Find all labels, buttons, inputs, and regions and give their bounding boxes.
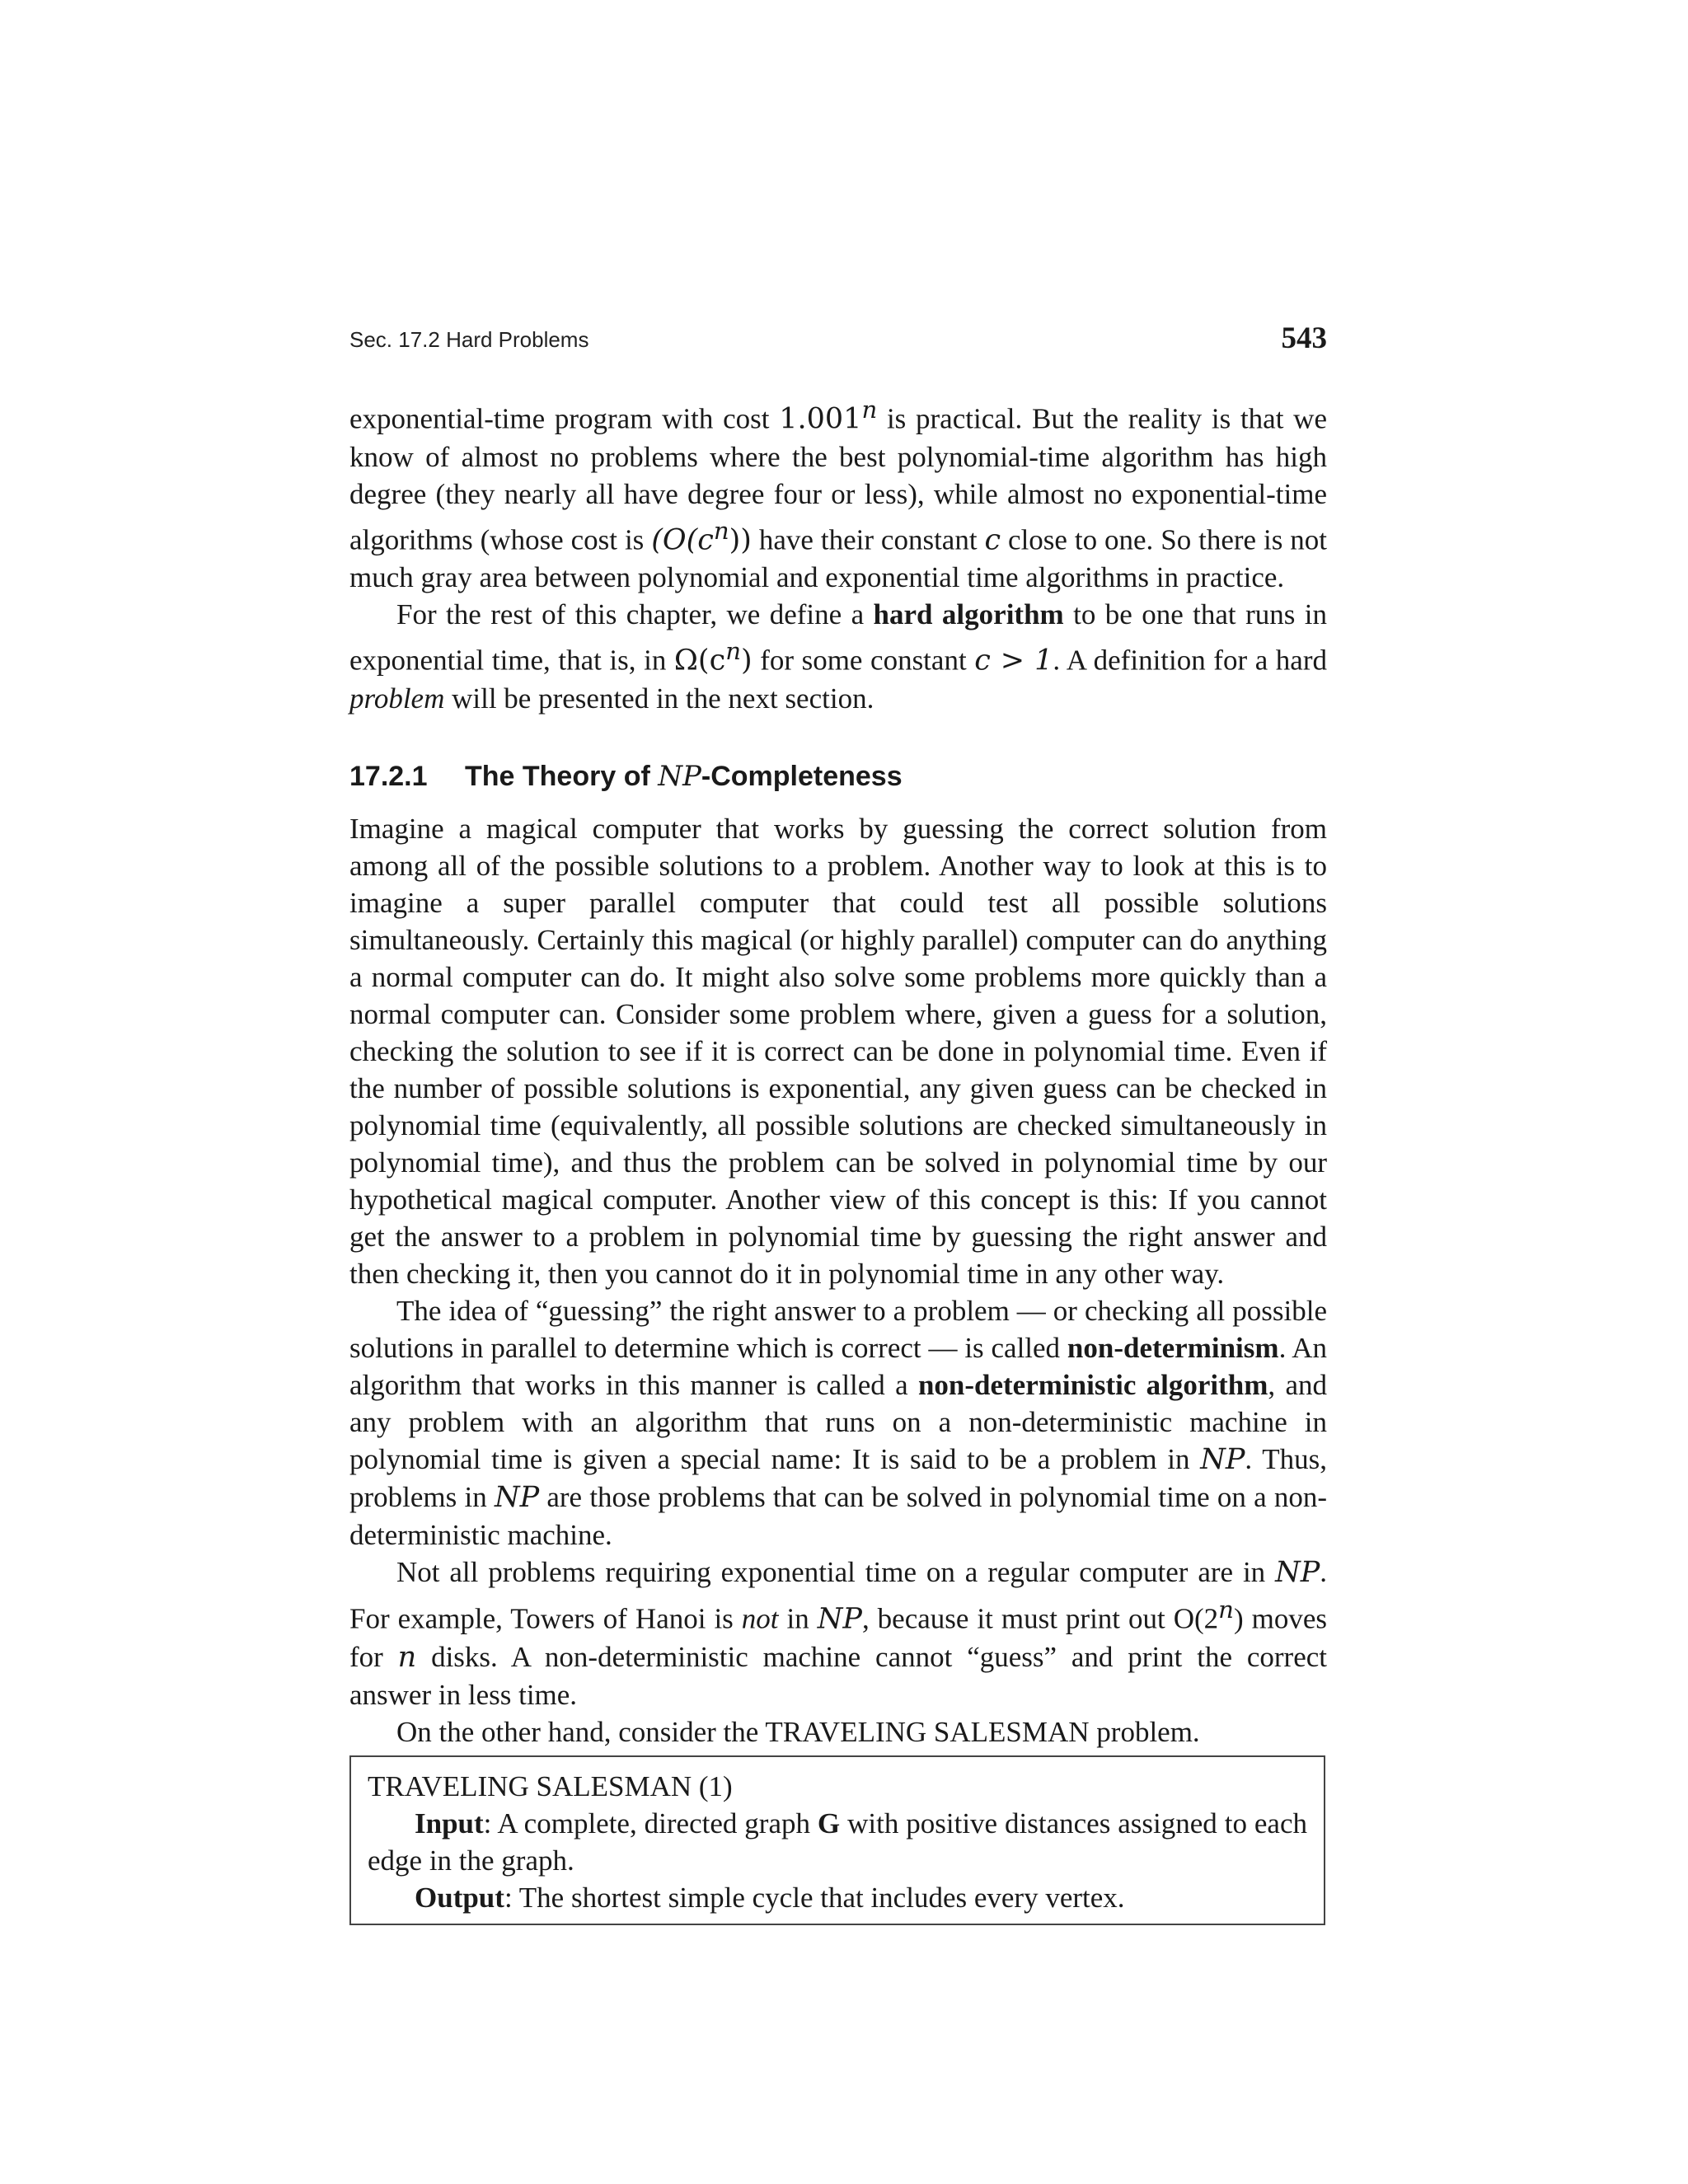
section-number: 17.2.1 — [349, 760, 428, 792]
paragraph-6: On the other hand, consider the TRAVELING SALESMAN problem. — [396, 1715, 1200, 1748]
problem-box-traveling-salesman — [349, 1755, 1325, 1925]
running-head: Sec. 17.2 Hard Problems — [349, 327, 589, 352]
term-non-determinism: non-determinism — [1067, 1331, 1279, 1364]
paragraph-4: The idea of “guessing” the right answer to a problem — or checking all possible solutions in parallel to determine which is correct — is called non-determinism. An algorithm that works in this manner is called a non-deterministic algorithm, and any problem with an algorithm that runs on a non-deterministic machine in polynomial time is given a special name: It is said to be a problem in NP. Thus, problems in NP are those problems that can be solved in polynomial time on a non-deterministic machine. — [349, 1294, 1328, 1551]
paragraph-5: Not all problems requiring exponential time on a regular computer are in NP. For example, Towers of Hanoi is not in NP, because it must print out O(2$^n$) moves for n disks. A non-deterministic machine cannot “guess” and print the correct answer in less time. — [349, 1555, 1327, 1711]
problem-input: Input: A complete, directed graph G with positive distances assigned to each edge in the graph. — [368, 1807, 1307, 1877]
section-heading: 17.2.1 The Theory of NP-Completeness — [349, 758, 1327, 795]
body-text — [349, 391, 1327, 1750]
problem-title: TRAVELING SALESMAN (1) — [368, 1770, 733, 1802]
page-number: 543 — [1281, 321, 1327, 355]
problem-output: Output: The shortest simple cycle that includes every vertex. — [415, 1882, 1125, 1914]
term-hard-algorithm: hard algorithm — [873, 598, 1064, 631]
paragraph-1: exponential-time program with cost 1.001$^n$ is practical. But the reality is that we know of almost no problems where the best polynomial-time algorithm has high degree (they nearly all have degree four or less), while almost no exponential-time algorithms (whose cost is $(O(c^n))$ have their constant c close to one. So there is not much gray area between polynomial and exponential time algorithms in practice. — [349, 396, 1327, 594]
term-non-deterministic-algorithm: non-deterministic algorithm — [917, 1368, 1268, 1401]
paragraph-2: For the rest of this chapter, we define a hard algorithm to be one that runs in exponential time, that is, in $\Omega(c^n)$ for some constant c > 1. A definition for a hard problem will be presented in the next section. — [349, 598, 1327, 715]
paragraph-3: Imagine a magical computer that works by guessing the correct solution from among all of the possible solutions to a problem. Another way to look at this is to imagine a super parallel computer that could test all possible solutions simultaneously. Certainly this magical (or highly parallel) computer can do anything a normal computer can do. It might also solve some problems more quickly than a normal computer can. Consider some problem where, given a guess for a solution, checking the solution to see if it is correct can be done in polynomial time. Even if the number of possible solutions is exponential, any given guess can be checked in polynomial time (equivalently, all possible solutions are checked simultaneously in polynomial time), and thus the problem can be solved in polynomial time by our hypothetical magical computer. Another view of this concept is this: If you cannot get the answer to a problem in polynomial time by guessing the right answer and then checking it, then you cannot do it in polynomial time in any other way. — [349, 812, 1327, 1290]
page-header — [349, 318, 1327, 359]
